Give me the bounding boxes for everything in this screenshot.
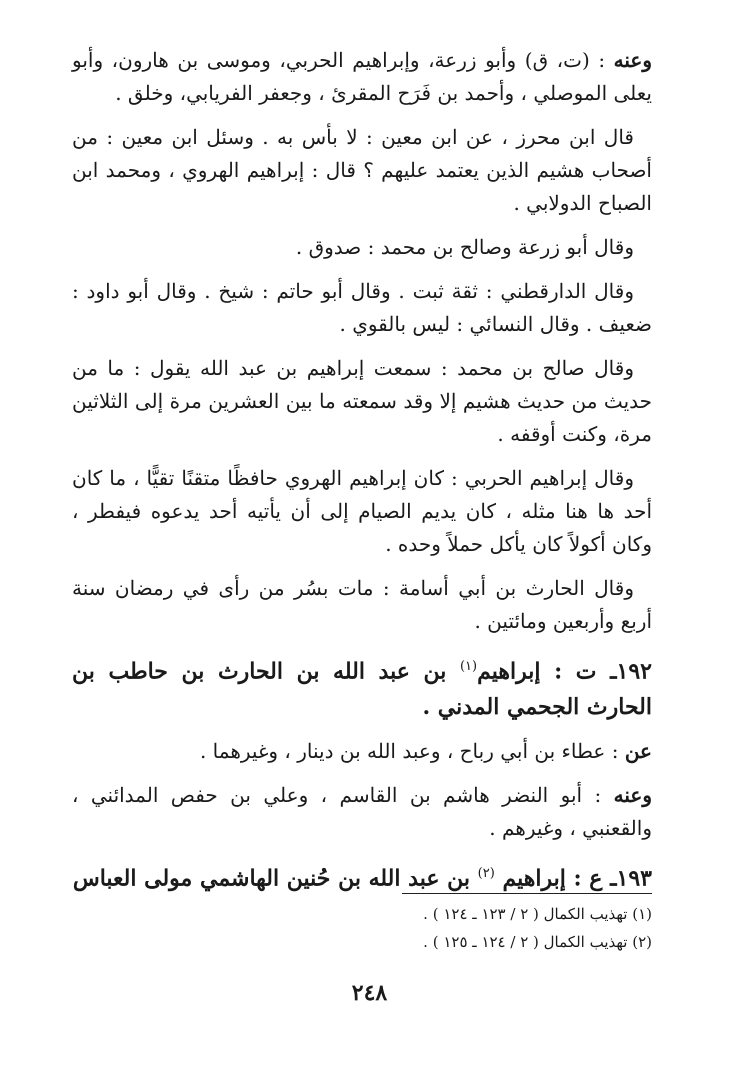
paragraph-harith: وقال الحارث بن أبي أسامة : مات بسُر من رأى في رمضان سنة أربع وأربعين ومائتين . bbox=[72, 576, 652, 633]
footnote-ref: (٢) bbox=[477, 866, 495, 882]
paragraph-daraqutni: وقال الدارقطني : ثقة ثبت . وقال أبو حاتم : شيخ . وقال أبو داود : ضعيف . وقال النسائي : ليس بالقوي . bbox=[72, 279, 652, 336]
paragraph-narrators-from bbox=[72, 44, 652, 110]
paragraph-keyword: وعنه bbox=[613, 48, 653, 72]
footnotes bbox=[72, 893, 652, 956]
paragraph-harbi: وقال إبراهيم الحربي : كان إبراهيم الهروي حافظًا متقنًا تقيًّا ، ما كان أحد ها هنا مثله ، كان يديم الصيام إلى أن يأتيه أحد يدعوه فيفطر ، وكان أكولاً كان يأكل حملاً وحده . bbox=[72, 466, 652, 556]
entry-name: إبراهيم bbox=[477, 658, 541, 685]
paragraph-text: : أبو النضر هاشم بن القاسم ، وعلي بن حفص المدائني ، والقعنبي ، وغيرهم . bbox=[72, 783, 652, 841]
footnote-2: (٢) تهذيب الكمال ( ٢ / ١٢٤ ـ ١٢٥ ) . bbox=[423, 933, 652, 951]
footnote-ref: (١) bbox=[459, 659, 478, 674]
entry-code: ـ ت : bbox=[554, 658, 617, 685]
entry-heading-193 bbox=[72, 856, 652, 896]
footnote-divider bbox=[402, 893, 652, 894]
paragraph-keyword: عن bbox=[624, 739, 652, 764]
paragraph-ibn-maeen: قال ابن محرز ، عن ابن معين : لا بأس به . وسئل ابن معين : من أصحاب هشيم الذين يعتمد عليهم ؟ قال : إبراهيم الهروي ، ومحمد ابن الصباح الدولابي . bbox=[72, 125, 652, 215]
entry-lineage: بن عبد الله بن حُنين الهاشمي مولى العباس bbox=[72, 865, 470, 892]
entry-lineage: بن عبد الله بن الحارث بن حاطب بن الحارث الجحمي المدني . bbox=[72, 658, 652, 721]
paragraph-192-to bbox=[72, 779, 652, 845]
paragraph-text: : عطاء بن أبي رباح ، وعبد الله بن دينار ، وغيرهما . bbox=[199, 739, 619, 764]
paragraph-salih: وقال صالح بن محمد : سمعت إبراهيم بن عبد الله يقول : ما من حديث من حديث هشيم إلا وقد سمعته ما بين العشرين مرة إلى الثلاثين مرة، وكنت أوقفه . bbox=[72, 356, 652, 446]
paragraph-192-from bbox=[72, 735, 652, 768]
entry-number: ١٩٢ bbox=[616, 658, 652, 685]
page-number: ٢٤٨ bbox=[351, 980, 388, 1006]
entry-name: إبراهيم bbox=[502, 865, 566, 892]
paragraph-keyword: وعنه bbox=[613, 783, 652, 808]
paragraph-text: : (ت، ق) وأبو زرعة، وإبراهيم الحربي، وموسى بن هارون، وأبو يعلى الموصلي ، وأحمد بن فَرَح المقرئ ، وجعفر الفريابي، وخلق . bbox=[72, 48, 652, 105]
entry-code: ـ ع : bbox=[573, 865, 617, 892]
page-body bbox=[72, 44, 652, 907]
paragraph-abu-zura: وقال أبو زرعة وصالح بن محمد : صدوق . bbox=[295, 235, 634, 259]
entry-heading-192 bbox=[72, 649, 652, 725]
footnote-1: (١) تهذيب الكمال ( ٢ / ١٢٣ ـ ١٢٤ ) . bbox=[423, 905, 652, 923]
entry-number: ١٩٣ bbox=[616, 865, 652, 892]
